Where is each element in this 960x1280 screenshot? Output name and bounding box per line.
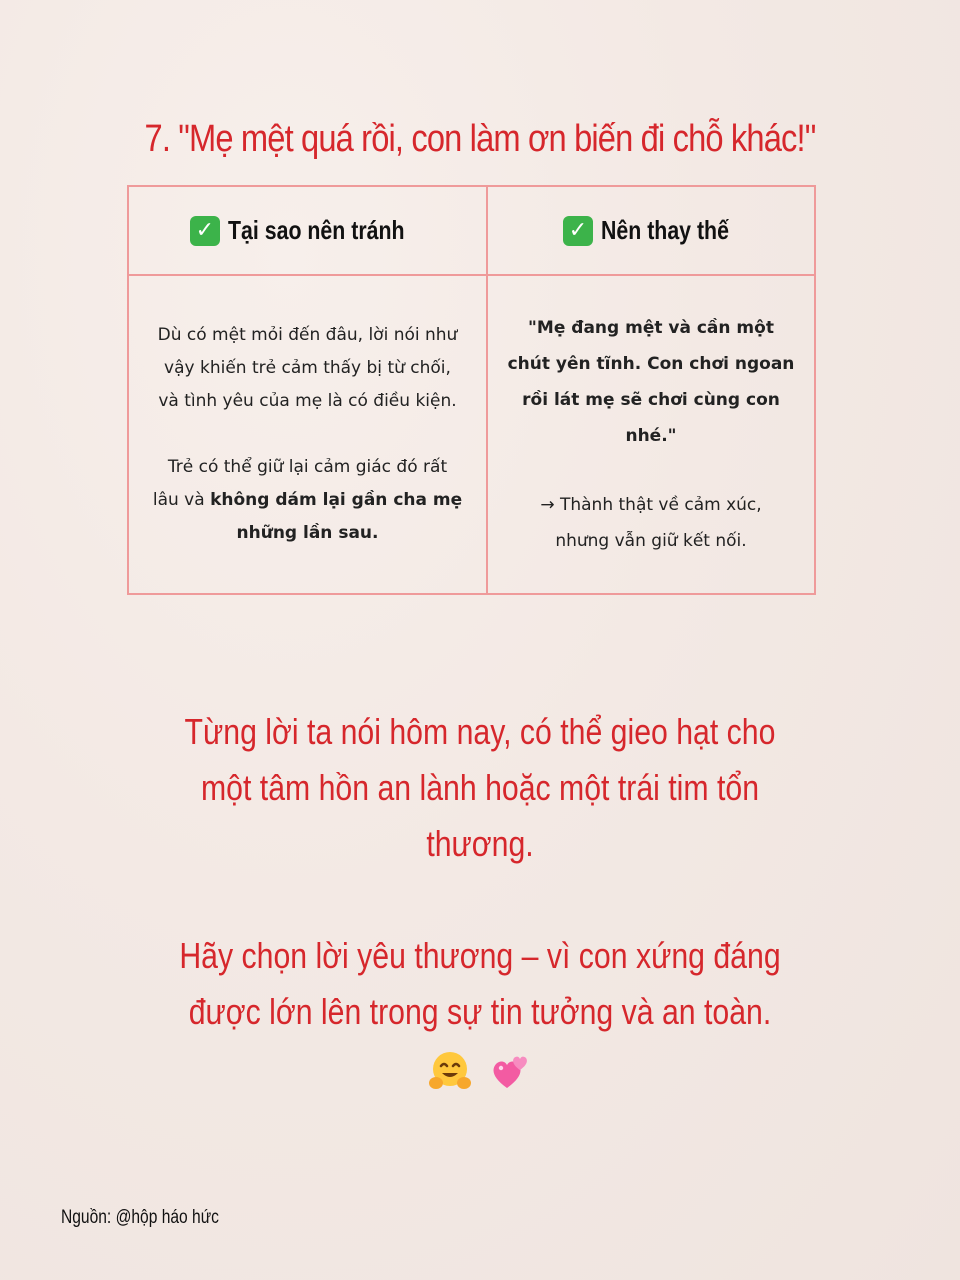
header-label-why-avoid: Tại sao nên tránh <box>227 215 405 245</box>
text-line: thương. <box>426 823 534 864</box>
source-credit: Nguồn: @hộp háo hức <box>61 1207 219 1228</box>
check-mark-button-icon: ✓ <box>190 216 220 246</box>
page-title: 7. "Mẹ mệt quá rồi, con làm ơn biến đi chỗ khác!" <box>144 118 816 160</box>
table-header-why-avoid <box>129 187 486 274</box>
replacement-quote <box>508 310 795 454</box>
two-hearts-icon <box>487 1048 533 1094</box>
emphasis-text: những lần sau. <box>236 523 379 543</box>
text-line: nhé." <box>625 426 677 446</box>
text-line: "Mẹ đang mệt và cần một <box>528 318 774 338</box>
text-line: và tình yêu của mẹ là có điều kiện. <box>158 391 457 411</box>
why-avoid-paragraph-2 <box>153 451 462 550</box>
text-line: chút yên tĩnh. Con chơi ngoan <box>507 354 795 374</box>
text-line: vậy khiến trẻ cảm thấy bị từ chối, <box>164 358 451 378</box>
emoji-row <box>0 1044 960 1094</box>
why-avoid-paragraph-1 <box>158 319 458 418</box>
text-line: Hãy chọn lời yêu thương – vì con xứng đáng <box>179 935 781 976</box>
text-line: Từng lời ta nói hôm nay, có thể gieo hạt cho <box>184 711 776 752</box>
emphasis-text: không dám lại gần cha mẹ <box>210 490 463 510</box>
table-cell-why-avoid <box>139 276 476 593</box>
text-line: → Thành thật về cảm xúc, <box>540 495 762 515</box>
hugging-face-icon <box>427 1048 473 1094</box>
check-mark-button-icon: ✓ <box>563 216 593 246</box>
text-line: rồi lát mẹ sẽ chơi cùng con <box>522 390 780 410</box>
comparison-table <box>127 185 816 595</box>
text-line: được lớn lên trong sự tin tưởng và an toàn. <box>188 991 772 1032</box>
replacement-note <box>540 487 761 559</box>
text-line: lâu và <box>152 490 211 510</box>
text-line: Dù có mệt mỏi đến đâu, lời nói như <box>157 325 458 345</box>
closing-paragraph-1 <box>120 704 840 872</box>
table-cell-replace <box>498 276 804 593</box>
closing-paragraph-2 <box>120 928 840 1040</box>
text-line: một tâm hồn an lành hoặc một trái tim tổn <box>200 767 760 808</box>
text-line: Trẻ có thể giữ lại cảm giác đó rất <box>167 457 448 477</box>
header-label-replace: Nên thay thế <box>600 215 729 245</box>
table-header-replace <box>488 187 814 274</box>
text-line: nhưng vẫn giữ kết nối. <box>555 531 747 551</box>
